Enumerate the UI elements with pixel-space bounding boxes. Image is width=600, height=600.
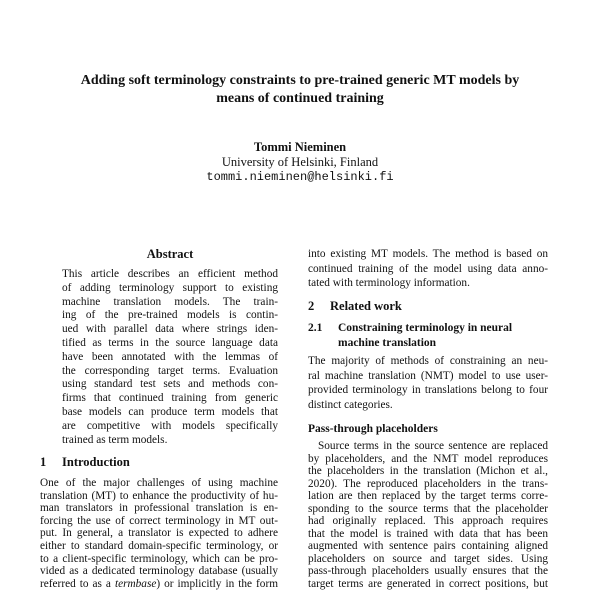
text-line: forcing the use of correct terminology in MT out- xyxy=(40,514,278,527)
text-line xyxy=(40,578,278,591)
subsection-number: 2.1 xyxy=(308,322,323,334)
text-line: This article describes an efficient method xyxy=(62,268,278,280)
text-line: tified as terms in the source language data xyxy=(62,336,278,349)
text-line: either to standard domain-specific terminology, or xyxy=(40,539,278,552)
title-line: Adding soft terminology constraints to pre-trained generic MT models by xyxy=(80,73,520,88)
abstract-heading: Abstract xyxy=(146,247,194,261)
text-line: ral machine translation (NMT) model to use user- xyxy=(308,369,548,382)
subsection-title: Constraining terminology in neural xyxy=(338,322,513,334)
title-line: means of continued training xyxy=(216,91,384,106)
text-line: have been annotated with the lemmas of xyxy=(62,350,278,363)
text-line: Source terms in the source sentence are replaced xyxy=(318,440,548,452)
text-line: trained as term models. xyxy=(62,433,168,446)
text-line: the placeholders in the translation (Michon et al., xyxy=(308,465,548,477)
text-line: are competitive with models specifically xyxy=(62,419,278,432)
text-line: man translators in professional translation is en- xyxy=(40,502,278,515)
text-line: One of the major challenges of using machine xyxy=(40,477,278,489)
section-heading-related-work xyxy=(308,299,402,314)
text-line: that the model is trained with data that has been xyxy=(308,527,548,540)
section-number: 1 xyxy=(40,455,47,469)
text-line: translation (MT) to enhance the productivity of hu- xyxy=(40,489,278,502)
text-line: firms that continued training from generic xyxy=(62,392,278,405)
text-line: vided as a dedicated terminology database (usually xyxy=(40,565,278,578)
text-line: of adding terminology support to existing xyxy=(62,281,278,294)
text-line: the corresponding target terms. Evaluation xyxy=(62,364,278,377)
introduction-body xyxy=(40,477,278,578)
author-email[interactable]: tommi.nieminen@helsinki.fi xyxy=(206,170,394,184)
text-line: base models can produce term models that xyxy=(62,405,278,418)
text-line: to a client-specific terminology, which can be pro- xyxy=(40,552,278,565)
text-line: placeholders on source and target sides. Using xyxy=(308,552,548,565)
paragraph-heading-pass-through: Pass-through placeholders xyxy=(308,423,438,435)
text-line: using standard test sets and methods con- xyxy=(62,378,278,391)
section-title: Introduction xyxy=(62,455,130,469)
subsection-2-1-body xyxy=(308,354,548,412)
introduction-continued xyxy=(308,247,548,291)
text-span: referred to as a xyxy=(40,578,115,590)
subsection-title: machine translation xyxy=(338,337,437,349)
text-line: distinct categories. xyxy=(308,398,393,411)
text-span: ) or implicitly in the form xyxy=(156,578,278,590)
section-heading-introduction xyxy=(40,455,130,470)
introduction-last-line xyxy=(40,578,278,591)
text-line: ued with parallel data where strings iden- xyxy=(62,323,278,336)
paper-title xyxy=(0,72,600,108)
abstract-body xyxy=(62,268,278,447)
text-line: had originally replaced. This approach requires xyxy=(308,515,548,527)
text-line: pass-through placeholders usually ensures that the xyxy=(308,565,548,577)
text-line: provided terminology in translations belong to four xyxy=(308,384,548,397)
text-line: tated with terminology information. xyxy=(308,277,470,289)
text-line: augmented with sentence pairs containing aligned xyxy=(308,540,548,552)
pass-through-body xyxy=(308,440,548,590)
author-name: Tommi Nieminen xyxy=(253,140,347,154)
text-line: The majority of methods of constraining an neu- xyxy=(308,355,548,367)
text-line: machine translation models. The train- xyxy=(62,295,278,308)
text-line: target terms are generated in correct positions, but xyxy=(308,577,548,590)
section-number: 2 xyxy=(308,299,315,313)
text-line: into existing MT models. The method is based on xyxy=(308,248,548,260)
subsection-heading-2-1 xyxy=(308,321,512,351)
text-line: 2020). The reproduced placeholders in the trans- xyxy=(308,477,548,490)
section-title: Related work xyxy=(330,299,402,313)
author-affiliation: University of Helsinki, Finland xyxy=(221,155,379,169)
text-line: by placeholders, and the NMT model reproduces xyxy=(308,452,548,465)
text-line: continued training of the model using data anno- xyxy=(308,262,548,275)
text-line: sponding to the source terms that the placeholder xyxy=(308,502,548,515)
text-line: lation are then replaced by the target terms corre- xyxy=(308,490,548,502)
text-line: ing of the pre-trained models is contin- xyxy=(62,309,278,322)
text-line: put. In general, a translator is expected to adhere xyxy=(40,527,278,540)
italic-term: termbase xyxy=(114,578,157,590)
